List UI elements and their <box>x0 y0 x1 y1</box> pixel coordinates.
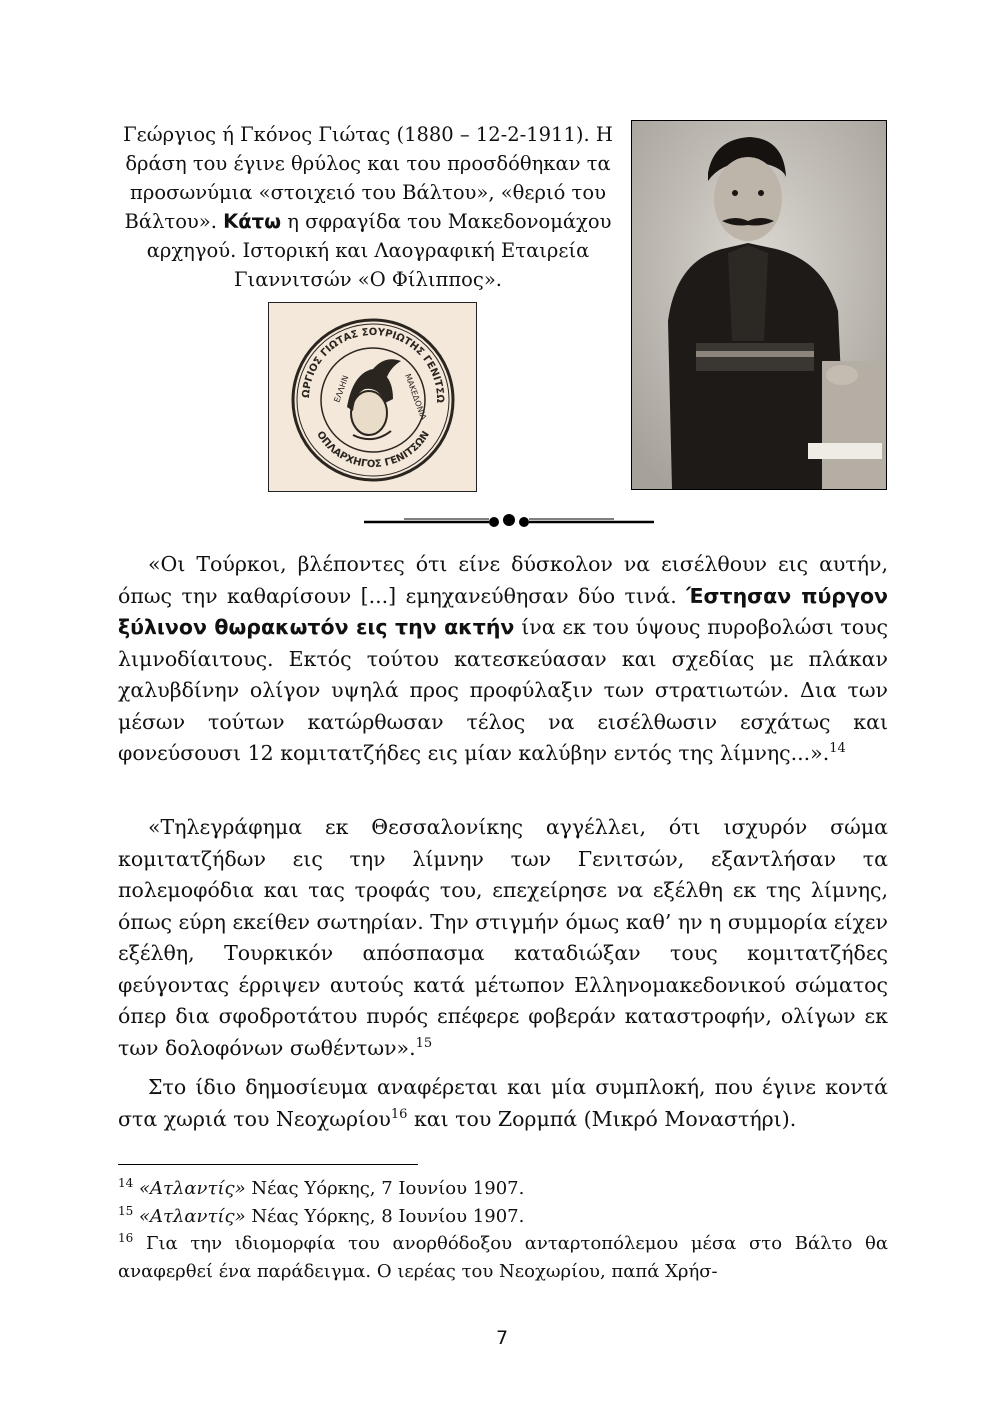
footnote-ref-14[interactable]: 14 <box>829 741 846 757</box>
footnotes <box>118 1175 888 1285</box>
footnote-number: 14 <box>118 1176 134 1190</box>
footnote-ref-15[interactable]: 15 <box>415 1035 433 1051</box>
caption-text-2: η σφραγίδα του Μακεδονομάχου αρχηγού. Ιστορική και Λαογραφική Εταιρεία Γιαννιτσών «Ο Φίλιππος». <box>146 210 612 291</box>
paragraph-1-text-b: ίνα εκ του ύψους πυροβολώσι τους λιμνοδίαιτους. Εκτός τούτου κατεσκεύασαν και σχεδίας με πλάκαν χαλυβδίνην ολίγον υψηλά προς προφύλαξιν των στρατιωτών. Δια των μέσων τούτων κατώρθωσαν τέλος να εισέλθωσιν εσχάτως και φονεύσουσι 12 κομιτατζήδες εις μίαν καλύβην εντός της λίμνης...». <box>118 615 888 765</box>
footnote-number: 15 <box>118 1203 134 1218</box>
paragraph-3-text-b: και του Ζορμπά (Μικρό Μοναστήρι). <box>407 1106 797 1131</box>
photo-caption <box>118 120 618 294</box>
seal-ring-bottom: ΟΠΛΑΡΧΗΓΟΣ ΓΕΝΙΤΣΩΝ <box>314 429 432 471</box>
seal-image <box>268 302 477 492</box>
caption-text-1: Γεώργιος ή Γκόνος Γιώτας (1880 – 12-2-1911). Η δράση του έγινε θρύλος και του προσδόθηκαν τα προσωνύμια «στοιχειό του Βάλτου», «θεριό του Βάλτου». <box>123 123 613 233</box>
footnote-15 <box>118 1203 888 1231</box>
footnote-divider <box>118 1164 418 1165</box>
footnote-number: 16 <box>118 1231 134 1245</box>
seal-ring-top: ΩΡΓΙΟΣ ΓΙΩΤΑΣ ΣΟΥΡΙΩΤΗΣ ΓΕΝΙΤΣΩ <box>300 326 446 403</box>
page-number: 7 <box>495 1327 509 1349</box>
paragraph-1-text-a: «Οι Τούρκοι, βλέποντες ότι είνε δύσκολον να εισέλθουν εις αυτήν, όπως την καθαρίσουν [...] εμηχανεύθησαν δύο τινά. <box>118 552 888 608</box>
footnote-text: Νέας Υόρκης, 8 Ιουνίου 1907. <box>245 1205 525 1227</box>
paragraph-3 <box>118 1072 888 1135</box>
seal-drawing <box>269 303 476 491</box>
seal-inner-left: ΕΛΛΗΝ <box>332 374 351 404</box>
footnote-14 <box>118 1175 888 1203</box>
paragraph-3-text-a: Στο ίδιο δημοσίευμα αναφέρεται και μία συμπλοκή, που έγινε κοντά στα χωριά του Νεοχωρίου <box>118 1075 888 1131</box>
paragraph-1 <box>118 549 888 770</box>
portrait-drawing <box>632 121 886 489</box>
footnote-16 <box>118 1230 888 1285</box>
footnote-source: «Ατλαντίς» <box>139 1178 246 1199</box>
footnote-text: Νέας Υόρκης, 7 Ιουνίου 1907. <box>245 1178 525 1199</box>
seal-inner-right: ΜΑΚΕΔΟΝΙΑ <box>403 372 429 422</box>
footnote-source: «Ατλαντίς» <box>139 1205 246 1227</box>
paragraph-1-bold: Έστησαν πύργον ξύλινον θωρακωτόν εις την ακτήν <box>118 583 888 639</box>
ornament-divider <box>364 512 654 532</box>
paragraph-2-text: «Τηλεγράφημα εκ Θεσσαλονίκης αγγέλλει, ότι ισχυρόν σώμα κομιτατζήδων εις την λίμνην των Γενιτσών, εξαντλήσαν τα πολεμοφόδια και τας τροφάς του, επεχείρησε να εξέλθη εκ της λίμνης, όπως εύρη εκείθεν σωτηρίαν. Την στιγμήν όμως καθ’ ην η συμμορία είχεν εξέλθη, Τουρκικόν απόσπασμα καταδιώξαν τους κομιτατζήδες φεύγοντας έρριψεν αυτούς κατά μέτωπον Ελληνομακεδονικού σώματος όπερ δια σφοδροτάτου πυρός επέφερε φοβεράν καταστροφήν, ολίγων εκ των δολοφόνων σωθέντων». <box>118 815 888 1060</box>
footnote-ref-16[interactable]: 16 <box>390 1106 408 1122</box>
portrait-photo <box>631 120 887 490</box>
paragraph-2 <box>118 812 888 1064</box>
caption-bold: Κάτω <box>223 210 282 233</box>
footnote-text: Για την ιδιομορφία του ανορθόδοξου ανταρτοπόλεμου μέσα στο Βάλτο θα αναφερθεί ένα παράδειγμα. Ο ιερέας του Νεοχωρίου, παπά Χρήσ- <box>118 1233 888 1282</box>
